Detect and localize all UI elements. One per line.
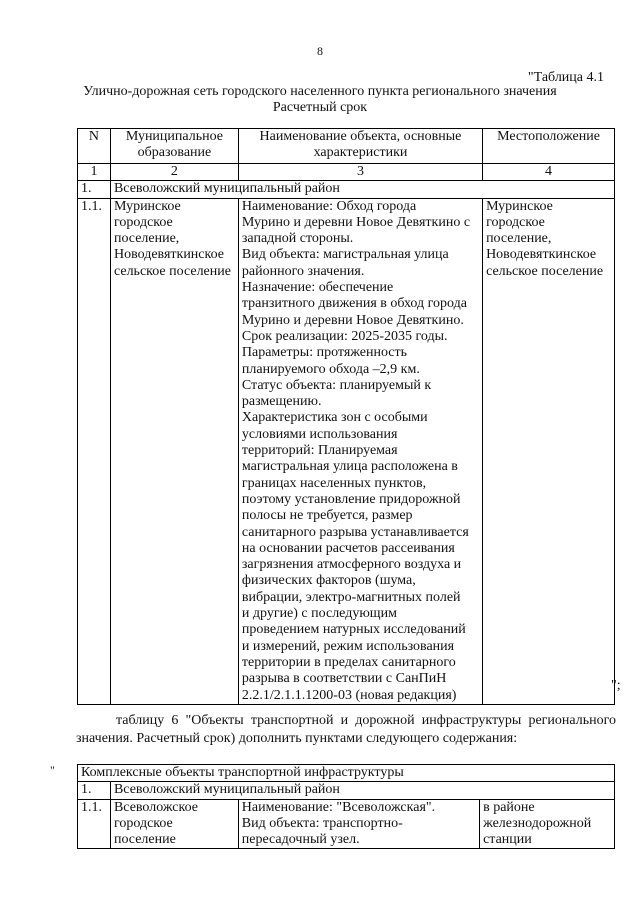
section-label: Всеволожский муниципальный район bbox=[110, 782, 614, 799]
header-location: Местоположение bbox=[483, 129, 615, 164]
row-municipality: Муринское городское поселение, Новодевяткинское сельское поселение bbox=[110, 198, 238, 704]
section-label: Всеволожский муниципальный район bbox=[110, 181, 614, 198]
row-municipality: Всеволожское городское поселение bbox=[110, 799, 238, 849]
table-reference: "Таблица 4.1 bbox=[527, 70, 604, 85]
table2-header: Комплексные объекты транспортной инфраструктуры bbox=[78, 765, 615, 782]
header-number: N bbox=[78, 129, 111, 164]
page-number: 8 bbox=[317, 44, 323, 58]
table-row bbox=[78, 799, 615, 849]
table-subtitle: Расчетный срок bbox=[272, 100, 368, 115]
row-number: 1.1. bbox=[78, 198, 111, 704]
row-number: 1.1. bbox=[78, 799, 111, 849]
row-description: Наименование: "Всеволожская". Вид объекта: транспортно- пересадочный узел. bbox=[238, 799, 479, 849]
section-number: 1. bbox=[78, 181, 111, 198]
column-number: 2 bbox=[110, 164, 238, 181]
column-number: 3 bbox=[238, 164, 482, 181]
row-location: Муринское городское поселение, Новодевяткинское сельское поселение bbox=[483, 198, 615, 704]
transport-objects-table bbox=[77, 764, 615, 849]
header-municipality: Муниципальное образование bbox=[110, 129, 238, 164]
column-number: 4 bbox=[483, 164, 615, 181]
table-title: Улично-дорожная сеть городского населенного пункта регионального значения bbox=[83, 84, 557, 99]
opening-quote: " bbox=[50, 763, 55, 777]
row-location: в районе железнодорожной станции bbox=[480, 799, 615, 849]
column-number: 1 bbox=[78, 164, 111, 181]
amendment-paragraph: таблицу 6 "Объекты транспортной и дорожной инфраструктуры регионального значения. Расчетный срок) дополнить пунктами следующего содержания: bbox=[76, 713, 616, 746]
header-object: Наименование объекта, основные характеристики bbox=[238, 129, 482, 164]
table-row bbox=[78, 198, 615, 704]
table-header-row bbox=[78, 129, 615, 164]
section-number: 1. bbox=[78, 782, 111, 799]
row-description: Наименование: Обход города Мурино и деревни Новое Девяткино с западной стороны. Вид объекта: магистральная улица районного значения. Назначение: обеспечение транзитного движения в обход города Мурино и деревни Новое Девяткино. Срок реализации: 2025-2035 годы. Параметры: протяженность планируемого обхода –2,9 км. Статус объекта: планируемый к размещению. Характеристика зон с особыми условиями использования территорий: Планируемая магистральная улица расположена в границах населенных пунктов, поэтому установление придорожной полосы не требуется, размер санитарного разрыва устанавливается на основании расчетов рассеивания загрязнения атмосферного воздуха и физических факторов (шума, вибрации, электро-магнитных полей и другие) с последующим проведением натурных исследований и измерений, режим использования территории в пределах санитарного разрыва в соответствии с СанПиН 2.2.1/2.1.1.1200-03 (новая редакция) bbox=[238, 198, 482, 704]
road-network-table bbox=[77, 128, 615, 705]
section-row bbox=[78, 782, 615, 799]
table-header-row bbox=[78, 765, 615, 782]
section-row bbox=[78, 181, 615, 198]
column-number-row bbox=[78, 164, 615, 181]
closing-quote: "; bbox=[611, 678, 621, 693]
